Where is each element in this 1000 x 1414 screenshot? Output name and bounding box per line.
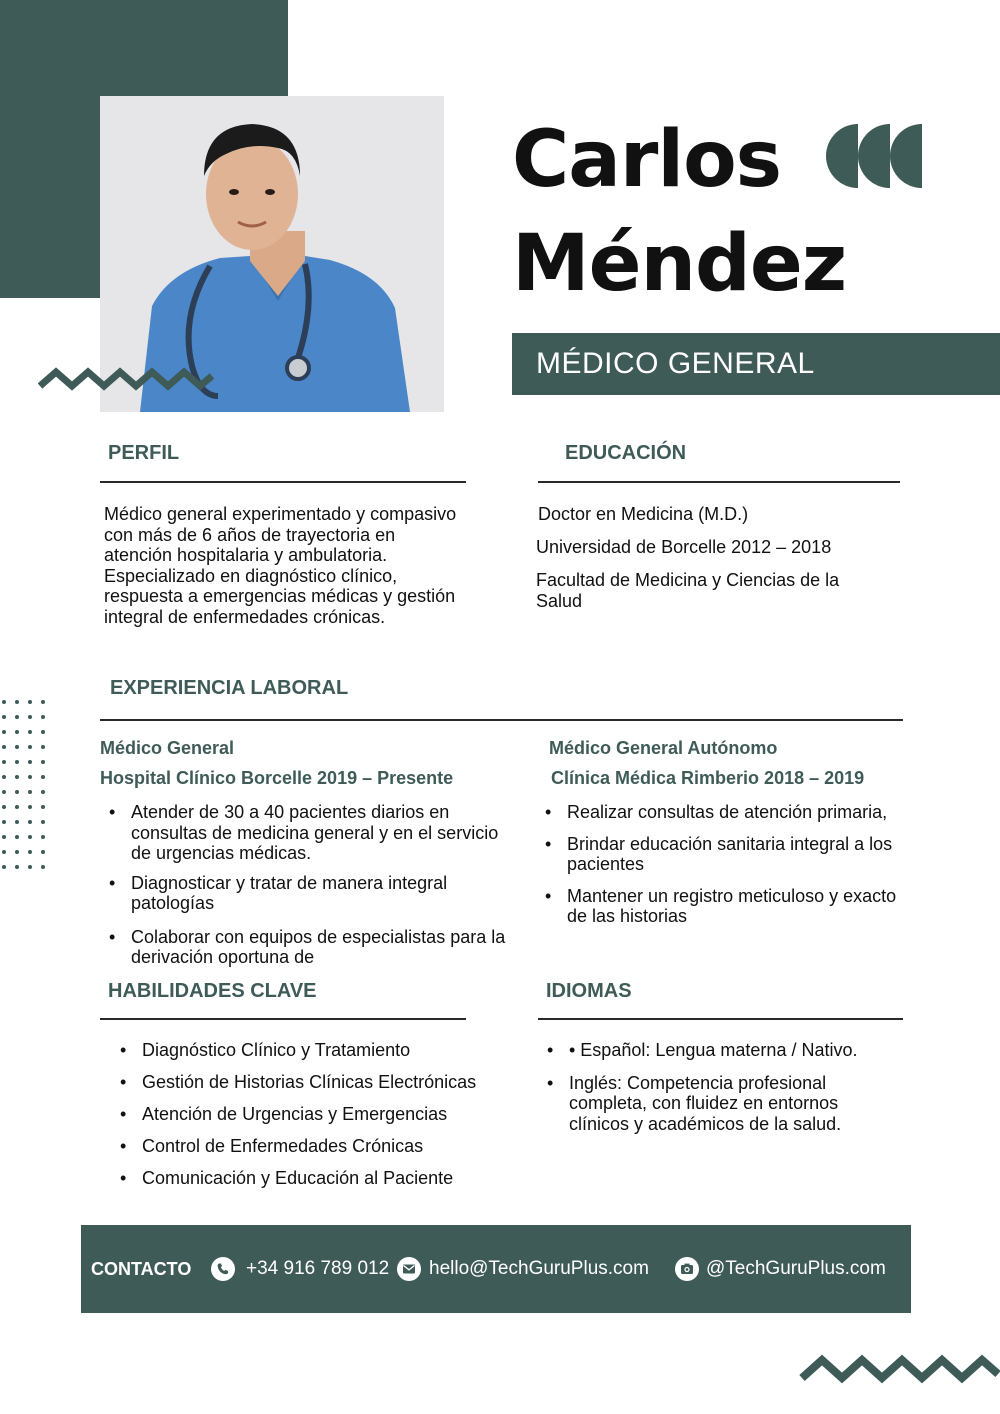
education-university: Universidad de Borcelle 2012 – 2018	[536, 537, 832, 557]
job-1-bullets	[131, 802, 511, 968]
contact-bar	[81, 1225, 911, 1313]
experience-divider	[100, 719, 903, 721]
education-degree: Doctor en Medicina (M.D.)	[538, 504, 749, 524]
education-faculty: Facultad de Medicina y Ciencias de la Salud	[536, 570, 840, 611]
list-item: • Atender de 30 a 40 pacientes diarios en consultas de medicina general y en el servicio de urgencias médicas.	[131, 802, 511, 864]
list-item: • Brindar educación sanitaria integral a los pacientes	[567, 834, 897, 875]
profile-divider	[100, 481, 466, 483]
job-title: MÉDICO GENERAL	[536, 347, 815, 380]
list-item: • Control de Enfermedades Crónicas	[142, 1136, 542, 1157]
languages-list	[569, 1040, 899, 1134]
education-divider	[538, 481, 900, 483]
phone-icon	[211, 1257, 235, 1281]
list-item: • Comunicación y Educación al Paciente	[142, 1168, 542, 1189]
list-item: • Inglés: Competencia profesional completa, con fluidez en entornos clínicos y académicos de la salud.	[569, 1073, 899, 1135]
name-heading	[512, 108, 846, 316]
skills-divider	[100, 1018, 466, 1020]
list-item: • Mantener un registro meticuloso y exacto de las historias	[567, 886, 897, 927]
skills-heading: HABILIDADES CLAVE	[108, 980, 317, 1002]
quote-shape-icon	[826, 124, 922, 188]
list-item: • Realizar consultas de atención primaria,	[567, 802, 897, 823]
experience-heading: EXPERIENCIA LABORAL	[110, 677, 349, 699]
zigzag-decoration-top	[38, 362, 214, 396]
list-item: • • Español: Lengua materna / Nativo.	[569, 1040, 899, 1061]
contact-email[interactable]: hello@TechGuruPlus.com	[429, 1258, 649, 1279]
list-item: • Gestión de Historias Clínicas Electrónicas	[142, 1072, 542, 1093]
first-name: Carlos	[512, 115, 782, 205]
last-name: Méndez	[512, 219, 847, 309]
skills-list	[142, 1040, 542, 1189]
mail-icon	[397, 1257, 421, 1281]
profile-heading: PERFIL	[108, 442, 180, 464]
job-1-role: Médico General	[100, 738, 235, 758]
job-2-place: Clínica Médica Rimberio 2018 – 2019	[551, 768, 865, 788]
list-item: • Diagnosticar y tratar de manera integral patologías	[131, 873, 511, 914]
job-1-place: Hospital Clínico Borcelle 2019 – Presente	[100, 768, 454, 788]
profile-text: Médico general experimentado y compasivo con más de 6 años de trayectoria en atención hospitalaria y ambulatoria. Especializado en diagnóstico clínico, respuesta a emergencias médicas y gestión integral de enfermedades crónicas.	[104, 504, 457, 627]
contact-phone[interactable]: +34 916 789 012	[246, 1258, 390, 1279]
job-2-bullets	[567, 802, 897, 927]
education-heading: EDUCACIÓN	[565, 442, 687, 464]
zigzag-decoration-bottom	[798, 1348, 1000, 1388]
list-item: • Colaborar con equipos de especialistas para la derivación oportuna de	[131, 927, 511, 968]
list-item: • Atención de Urgencias y Emergencias	[142, 1104, 542, 1125]
contact-label: CONTACTO	[91, 1259, 192, 1279]
job-2-role: Médico General Autónomo	[549, 738, 778, 758]
camera-icon	[675, 1257, 699, 1281]
contact-social[interactable]: @TechGuruPlus.com	[706, 1258, 886, 1279]
dot-grid-decoration	[0, 698, 56, 878]
list-item: • Diagnóstico Clínico y Tratamiento	[142, 1040, 542, 1061]
languages-heading: IDIOMAS	[546, 980, 632, 1002]
job-title-bar	[512, 333, 1000, 395]
languages-divider	[538, 1018, 903, 1020]
